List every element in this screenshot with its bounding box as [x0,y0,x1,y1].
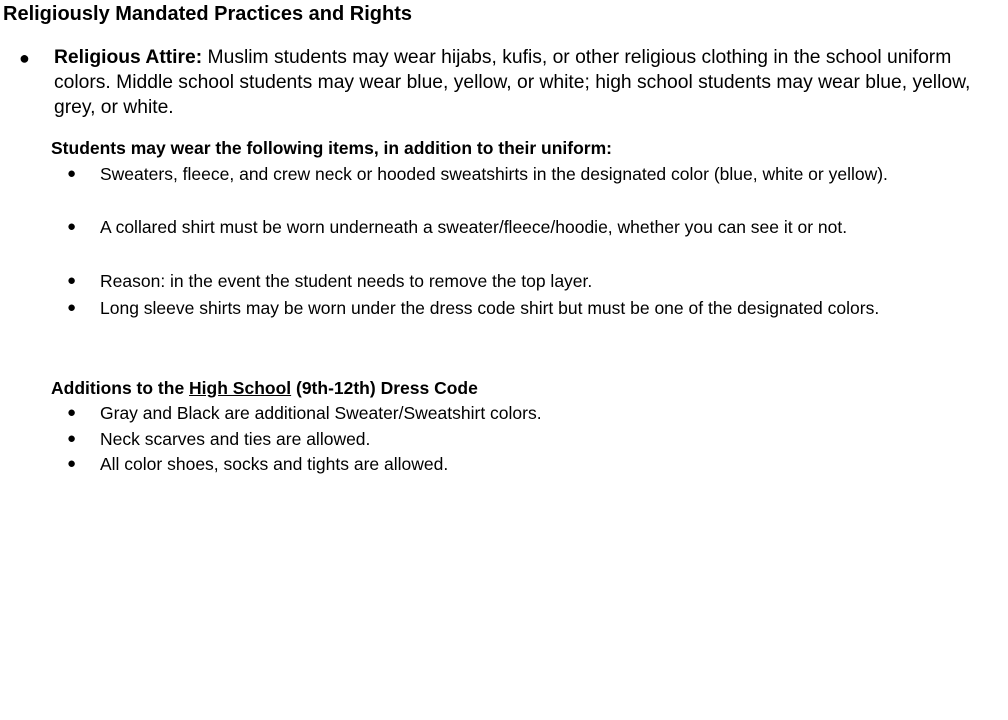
bullet-icon: ● [67,165,77,182]
list-item-text: A collared shirt must be worn underneath a sweater/fleece/hoodie, whether you can see it or not. [100,217,848,237]
list-item-text: All color shoes, socks and tights are allowed. [100,454,449,474]
list-item-text: Reason: in the event the student needs to remove the top layer. [100,271,593,291]
list-item-text: Sweaters, fleece, and crew neck or hooded sweatshirts in the designated color (blue, white or yellow). [100,164,888,184]
list-item-text: Gray and Black are additional Sweater/Sweatshirt colors. [100,403,542,423]
bullet-icon: ● [67,455,77,472]
bullet-icon: ● [67,272,77,289]
list-item-text: Long sleeve shirts may be worn under the dress code shirt but must be one of the designated colors. [100,298,880,318]
high-school-link[interactable]: High School [189,378,292,398]
religious-attire-text: Muslim students may wear hijabs, kufis, or other religious clothing in the school uniform colors. Middle school students may wear blue, yellow, or white; high school students may wear blue, yellow, grey, or white. [54,47,971,118]
bullet-icon: ● [67,299,77,316]
bullet-icon: ● [67,218,77,235]
high-school-heading-prefix: Additions to the [51,378,190,398]
bullet-icon: ● [67,429,77,447]
high-school-heading [51,377,478,399]
religious-attire-label: Religious Attire: [54,47,203,68]
bullet-icon: ● [67,404,77,421]
high-school-heading-suffix: (9th-12th) Dress Code [291,378,478,398]
page-title: Religiously Mandated Practices and Rights [3,3,412,25]
additional-items-heading: Students may wear the following items, in addition to their uniform: [51,138,612,158]
bullet-icon: ● [19,48,30,68]
religious-attire-item [54,45,1004,120]
list-item-text: Neck scarves and ties are allowed. [100,428,371,449]
